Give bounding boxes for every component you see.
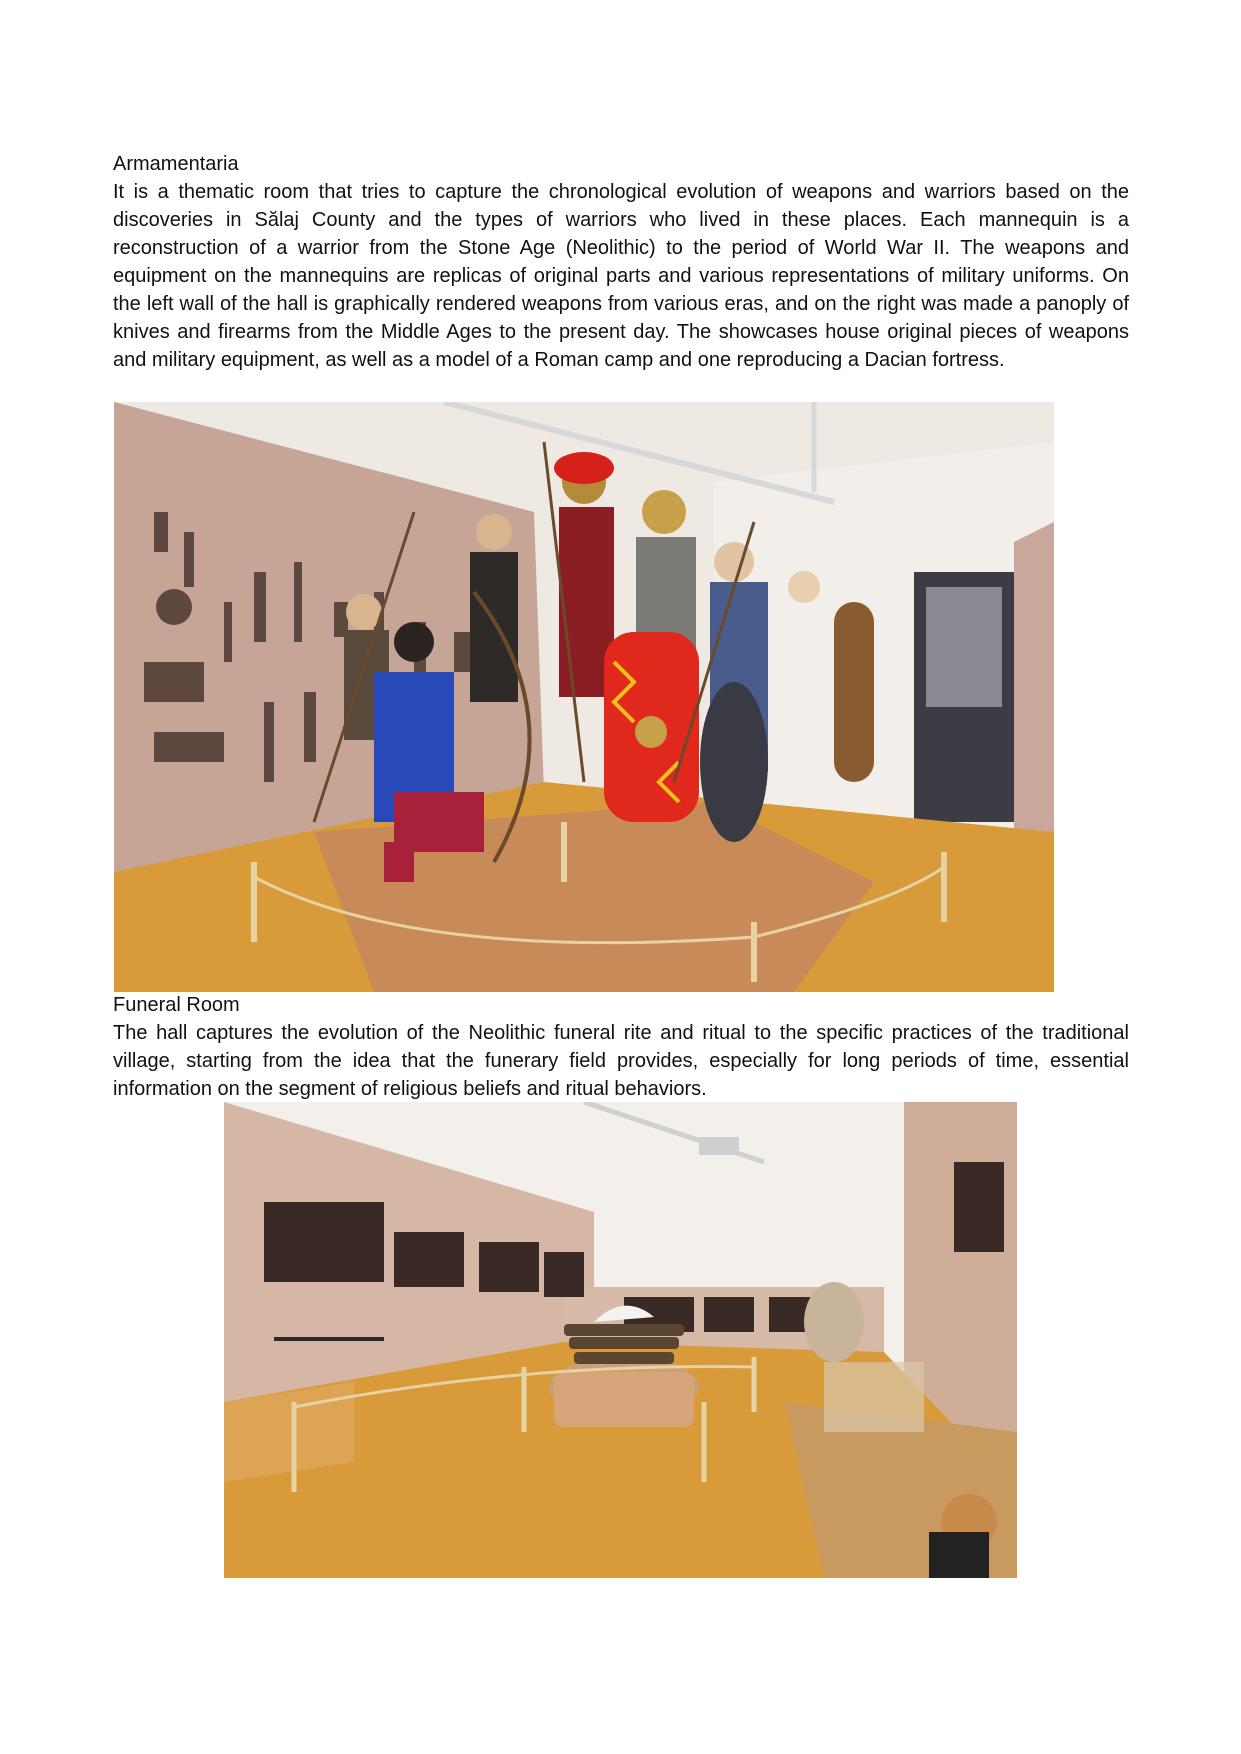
section-paragraph: It is a thematic room that tries to capture the chronological evolution of weapons and warriors based on the discoveries in Sălaj County and the types of warriors who lived in these places. Each mannequin is a reconstruction of a warrior from the Stone Age (Neolithic) to the period of World War II. The weapons and equipment on the mannequins are replicas of original parts and various representations of military uniforms. On the left wall of the hall is graphically rendered weapons from various eras, and on the right was made a panoply of knives and firearms from the Middle Ages to the present day. The showcases house original pieces of weapons and military equipment, as well as a model of a Roman camp and one reproducing a Dacian fortress. (113, 181, 1129, 371)
funeral-room-photo (224, 1102, 1017, 1578)
section-funeral-room (113, 991, 1129, 1103)
armamentaria-photo (114, 402, 1054, 992)
section-heading: Armamentaria (113, 153, 239, 175)
section-armamentaria (113, 150, 1129, 374)
section-paragraph: The hall captures the evolution of the Neolithic funeral rite and ritual to the specific practices of the traditional village, starting from the idea that the funerary field provides, especially for long periods of time, essential information on the segment of religious beliefs and ritual behaviors. (113, 1022, 1129, 1100)
section-heading: Funeral Room (113, 994, 240, 1016)
